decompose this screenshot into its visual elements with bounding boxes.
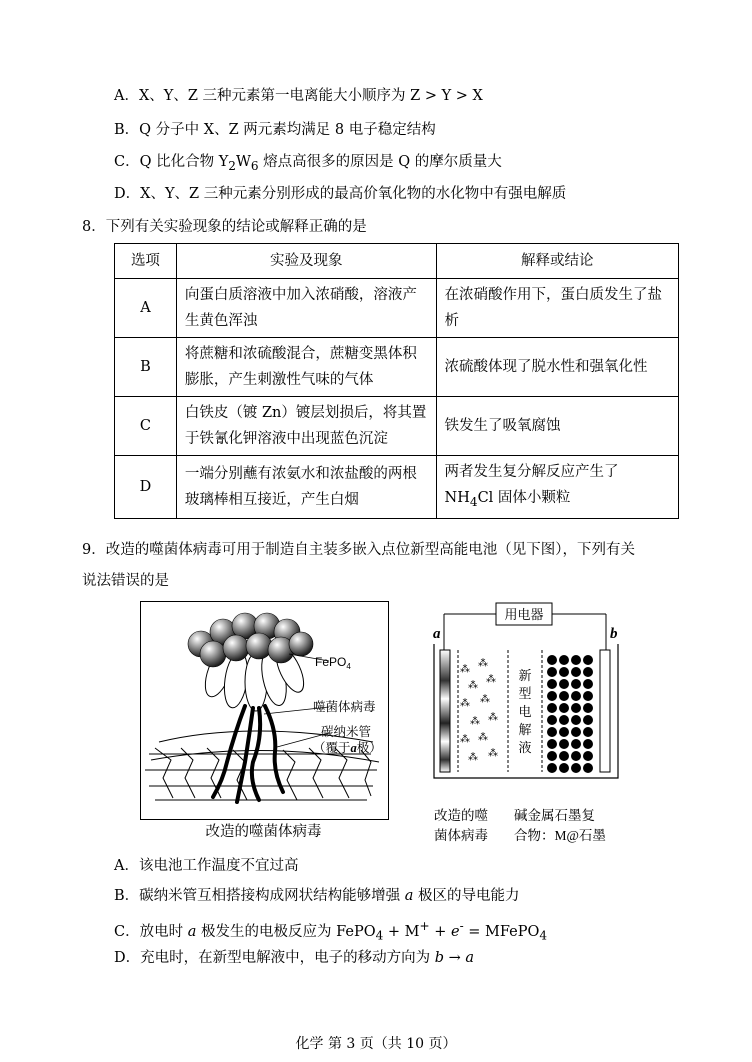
q7-option-d: D．X、Y、Z 三种元素分别形成的最高价氧化物的水化物中有强电解质 (114, 186, 567, 202)
table-row (115, 397, 679, 456)
battery-diagram (430, 600, 630, 845)
graphite-dots (547, 655, 593, 773)
fig-left-caption: 改造的噬菌体病毒 (205, 824, 322, 840)
svg-text:⁂: ⁂ (468, 680, 478, 691)
svg-text:新: 新 (518, 668, 532, 683)
phage-virus-figure (140, 601, 389, 820)
label-virus: 噬菌体病毒 (313, 700, 376, 714)
caption-virus-1: 改造的噬 (434, 808, 488, 823)
electrolyte-label (518, 668, 531, 755)
label-cnt-1: 碳纳米管 (321, 725, 372, 739)
row-option: D (115, 456, 177, 519)
svg-text:型: 型 (518, 686, 532, 701)
svg-text:⁂: ⁂ (488, 712, 498, 723)
q7-option-c: C．Q 比化合物 $Y_2W_6$ 熔点高很多的原因是 Q 的摩尔质量大 (114, 154, 502, 173)
q9-option-c: C．放电时 a 极发生的电极反应为 FePO$_4$ + M+ + e- = MFePO$_4$ (114, 919, 548, 943)
row-experiment: 白铁皮（镀 Zn）镀层划损后，将其置于铁氰化钾溶液中出现蓝色沉淀 (176, 397, 436, 456)
svg-text:⁂: ⁂ (468, 752, 478, 763)
phage-virus-illustration (141, 602, 388, 819)
header-experiment: 实验及现象 (176, 244, 436, 279)
q7-option-a: A．X、Y、Z 三种元素第一电离能大小顺序为 Z > Y > X (114, 88, 483, 104)
q8-stem: 8．下列有关实验现象的结论或解释正确的是 (82, 219, 367, 235)
svg-text:⁂: ⁂ (470, 716, 480, 727)
row-option: B (115, 338, 177, 397)
row-option: C (115, 397, 177, 456)
table-row (115, 338, 679, 397)
svg-text:⁂: ⁂ (480, 694, 490, 705)
svg-text:⁂: ⁂ (460, 664, 470, 675)
electrode-a-label: a (433, 626, 441, 642)
battery-figure (430, 600, 630, 845)
row-experiment: 向蛋白质溶液中加入浓硝酸，溶液产生黄色浑浊 (176, 279, 436, 338)
row-conclusion: 两者发生复分解反应产生了 $NH_4Cl$ 固体小颗粒 (436, 456, 678, 519)
svg-text:⁂: ⁂ (478, 732, 488, 743)
caption-graphite-2: 合物：M@石墨 (514, 828, 606, 843)
svg-text:解: 解 (518, 722, 532, 737)
label-fepo4: FePO$_4$ (315, 655, 351, 671)
row-option: A (115, 279, 177, 338)
page-footer: 化学 第 3 页（共 10 页） (295, 1036, 457, 1052)
q9-stem-line1: 9．改造的噬菌体病毒可用于制造自主装多嵌入点位新型高能电池（见下图），下列有关 (82, 542, 635, 558)
svg-text:⁂: ⁂ (460, 734, 470, 745)
row-conclusion: 在浓硝酸作用下，蛋白质发生了盐析 (436, 279, 678, 338)
electrode-b-label: b (610, 626, 618, 642)
q9-stem-line2: 说法错误的是 (82, 573, 169, 589)
q7-option-b: B．Q 分子中 X、Z 两元素均满足 8 电子稳定结构 (114, 122, 436, 138)
row-conclusion: 铁发生了吸氧腐蚀 (436, 397, 678, 456)
caption-virus-2: 菌体病毒 (434, 828, 488, 843)
table-row (115, 456, 679, 519)
table-header-row (115, 244, 679, 279)
table-row (115, 279, 679, 338)
label-cnt-2: （覆于a极） (313, 741, 382, 755)
device-label: 用电器 (504, 607, 544, 622)
row-experiment: 将蔗糖和浓硫酸混合，蔗糖变黑体积膨胀，产生刺激性气味的气体 (176, 338, 436, 397)
row-experiment: 一端分别蘸有浓氨水和浓盐酸的两根玻璃棒相互接近，产生白烟 (176, 456, 436, 519)
svg-text:⁂: ⁂ (488, 748, 498, 759)
svg-text:⁂: ⁂ (486, 674, 496, 685)
experiment-table (114, 243, 679, 519)
q9-option-a: A．该电池工作温度不宜过高 (114, 858, 299, 874)
row-conclusion: 浓硫酸体现了脱水性和强氧化性 (436, 338, 678, 397)
q9-option-b: B．碳纳米管互相搭接构成网状结构能够增强 a 极区的导电能力 (114, 888, 520, 904)
svg-text:⁂: ⁂ (460, 698, 470, 709)
svg-text:液: 液 (518, 740, 532, 755)
q9-option-d: D．充电时，在新型电解液中，电子的移动方向为 b → a (114, 950, 475, 966)
svg-text:⁂: ⁂ (478, 658, 488, 669)
caption-graphite-1: 碱金属石墨复 (514, 808, 595, 823)
header-option: 选项 (115, 244, 177, 279)
svg-text:电: 电 (518, 704, 532, 719)
header-conclusion: 解释或结论 (436, 244, 678, 279)
